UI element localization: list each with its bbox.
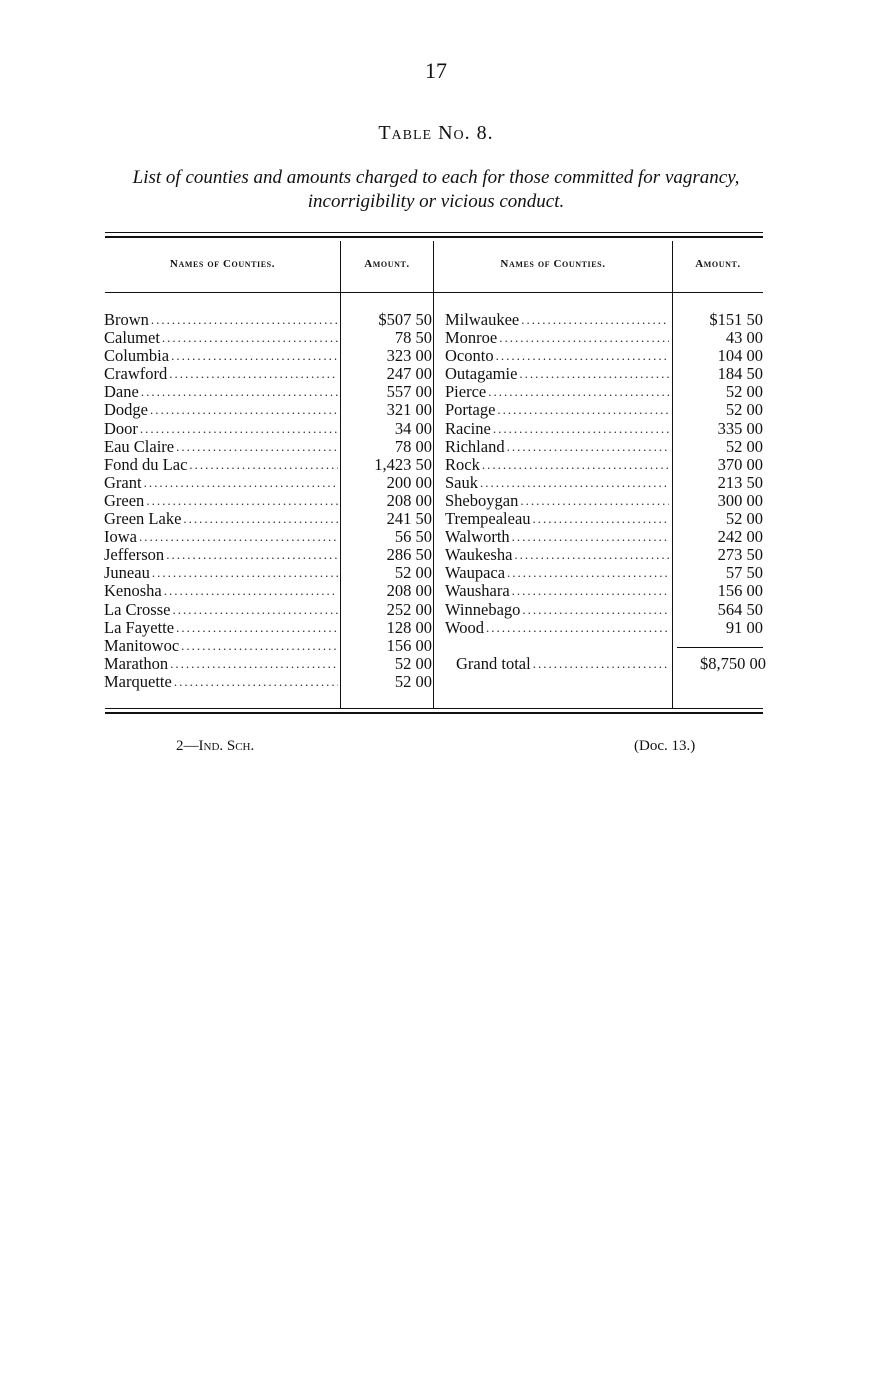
- footer-signature: [176, 738, 254, 755]
- left-county-list: [104, 311, 436, 691]
- total-rule: [677, 647, 763, 648]
- county-amount: 208 00: [386, 581, 432, 601]
- county-name: Pierce: [445, 383, 487, 402]
- header-right-names: Names of Counties.: [500, 258, 606, 270]
- county-amount: 273 50: [717, 545, 763, 565]
- footer-doc-number: (Doc. 13.): [634, 738, 696, 754]
- dot-leader: [141, 383, 338, 401]
- dot-leader: [152, 564, 338, 582]
- county-name: Marathon: [104, 654, 169, 673]
- grand-total-row: [456, 655, 766, 673]
- county-amount: 52 00: [725, 382, 763, 402]
- bottom-double-rule: [105, 708, 763, 714]
- table-row: [445, 329, 767, 347]
- table-row: [445, 383, 767, 401]
- county-name: Door: [104, 419, 138, 438]
- county-amount: 321 00: [386, 400, 432, 420]
- table-row: [104, 383, 436, 401]
- table-row: [445, 528, 767, 546]
- county-amount: 34 00: [394, 418, 432, 438]
- county-amount: 52 00: [394, 671, 432, 691]
- county-amount: 557 00: [386, 382, 432, 402]
- county-amount: 156 00: [386, 635, 432, 655]
- county-name: Green Lake: [104, 510, 182, 529]
- table-row: [104, 420, 436, 438]
- grand-total-label: Grand total: [456, 655, 531, 673]
- dot-leader: [183, 510, 338, 528]
- county-amount: 52 00: [725, 400, 763, 420]
- county-name: Green: [104, 491, 145, 510]
- county-name: Dodge: [104, 401, 148, 420]
- county-name: Columbia: [104, 347, 170, 366]
- table-row: [445, 438, 767, 456]
- dot-leader: [150, 401, 338, 419]
- county-name: Portage: [445, 401, 496, 420]
- county-name: Waukesha: [445, 546, 513, 565]
- table-row: [104, 510, 436, 528]
- dot-leader: [166, 546, 338, 564]
- dot-leader: [507, 438, 669, 456]
- dot-leader: [176, 438, 338, 456]
- county-name: Waupaca: [445, 564, 506, 583]
- county-amount: 1,423 50: [374, 454, 432, 474]
- county-amount: 52 00: [725, 436, 763, 456]
- table-row: [445, 492, 767, 510]
- county-amount: 241 50: [386, 509, 432, 529]
- dot-leader: [488, 383, 669, 401]
- county-amount: 252 00: [386, 599, 432, 619]
- county-name: Waushara: [445, 582, 510, 601]
- county-name: Rock: [445, 455, 480, 474]
- county-name: Fond du Lac: [104, 455, 188, 474]
- table-caption: List of counties and amounts charged to each for those committed for vagrancy, incorrigibility or vicious conduct.: [132, 167, 740, 212]
- table-row: [445, 365, 767, 383]
- dot-leader: [151, 311, 338, 329]
- table-row: [104, 637, 436, 655]
- county-name: Grant: [104, 473, 142, 492]
- dot-leader: [170, 655, 338, 673]
- dot-leader: [146, 492, 338, 510]
- county-amount: 208 00: [386, 490, 432, 510]
- footer-signature-prefix: 2—: [176, 738, 199, 754]
- dot-leader: [162, 329, 338, 347]
- county-amount: 52 00: [394, 653, 432, 673]
- dot-leader: [499, 329, 669, 347]
- county-name: Outagamie: [445, 365, 518, 384]
- dot-leader: [482, 456, 669, 474]
- table-row: [104, 474, 436, 492]
- county-name: Trempealeau: [445, 510, 531, 529]
- county-amount: 242 00: [717, 527, 763, 547]
- dot-leader: [172, 601, 338, 619]
- dot-leader: [171, 347, 338, 365]
- county-name: Marquette: [104, 672, 172, 691]
- dot-leader: [169, 365, 338, 383]
- header-right-amount: Amount.: [695, 258, 741, 270]
- county-name: Monroe: [445, 329, 498, 348]
- table-row: [104, 347, 436, 365]
- dot-leader: [140, 420, 338, 438]
- county-name: Racine: [445, 419, 491, 438]
- table-row: [104, 546, 436, 564]
- dot-leader: [520, 492, 669, 510]
- table-row: [445, 401, 767, 419]
- county-amount: $151 50: [709, 310, 763, 329]
- table-row: [104, 673, 436, 691]
- county-amount: $507 50: [378, 310, 432, 329]
- county-name: Wood: [445, 618, 485, 637]
- table-row: [445, 510, 767, 528]
- dot-leader: [497, 401, 669, 419]
- county-name: Calumet: [104, 329, 160, 348]
- county-amount: 300 00: [717, 490, 763, 510]
- top-double-rule: [105, 232, 763, 238]
- table-row: [104, 401, 436, 419]
- table-row: [104, 311, 436, 329]
- table-row: [104, 564, 436, 582]
- dot-leader: [496, 347, 669, 365]
- dot-leader: [139, 528, 338, 546]
- dot-leader: [480, 474, 669, 492]
- county-amount: 128 00: [386, 617, 432, 637]
- county-amount: 370 00: [717, 454, 763, 474]
- table-row: [104, 528, 436, 546]
- county-name: Manitowoc: [104, 636, 180, 655]
- header-left-amount: Amount.: [364, 258, 410, 270]
- county-name: Jefferson: [104, 546, 165, 565]
- dot-leader: [533, 655, 670, 673]
- dot-leader: [493, 420, 669, 438]
- dot-leader: [512, 528, 669, 546]
- table-row: [445, 420, 767, 438]
- county-name: Walworth: [445, 528, 510, 547]
- dot-leader: [181, 637, 338, 655]
- county-amount: 184 50: [717, 364, 763, 384]
- county-amount: 78 00: [394, 436, 432, 456]
- table-row: [445, 311, 767, 329]
- table-row: [445, 546, 767, 564]
- county-name: Kenosha: [104, 582, 162, 601]
- dot-leader: [174, 673, 338, 691]
- county-name: Milwaukee: [445, 311, 520, 329]
- county-amount: 156 00: [717, 581, 763, 601]
- table-row: [445, 619, 767, 637]
- county-name: Iowa: [104, 528, 137, 547]
- county-name: Winnebago: [445, 600, 521, 619]
- dot-leader: [164, 582, 338, 600]
- county-amount: 286 50: [386, 545, 432, 565]
- county-name: La Crosse: [104, 600, 171, 619]
- county-name: La Fayette: [104, 618, 175, 637]
- table-row: [104, 601, 436, 619]
- county-name: Richland: [445, 437, 505, 456]
- table-row: [445, 456, 767, 474]
- county-name: Sheboygan: [445, 491, 519, 510]
- county-name: Sauk: [445, 473, 478, 492]
- table-row: [445, 601, 767, 619]
- dot-leader: [521, 311, 669, 329]
- county-amount: 43 00: [725, 328, 763, 348]
- county-amount: 200 00: [386, 472, 432, 492]
- footer-signature-abbrev: Ind. Sch.: [198, 738, 255, 754]
- header-left-names: Names of Counties.: [169, 258, 276, 270]
- county-amount: 335 00: [717, 418, 763, 438]
- county-amount: 57 50: [725, 563, 763, 583]
- county-name: Brown: [104, 311, 149, 329]
- county-name: Oconto: [445, 347, 494, 366]
- dot-leader: [522, 601, 669, 619]
- page-number: 17: [425, 58, 447, 83]
- right-county-list: [445, 311, 767, 637]
- county-amount: 247 00: [386, 364, 432, 384]
- county-amount: 52 00: [394, 563, 432, 583]
- county-amount: 52 00: [725, 509, 763, 529]
- dot-leader: [514, 546, 669, 564]
- table-row: [445, 347, 767, 365]
- county-amount: 78 50: [394, 328, 432, 348]
- county-name: Juneau: [104, 564, 150, 583]
- table-row: [104, 492, 436, 510]
- table-row: [104, 365, 436, 383]
- dot-leader: [512, 582, 669, 600]
- table-row: [104, 582, 436, 600]
- county-amount: 323 00: [386, 346, 432, 366]
- county-amount: 564 50: [717, 599, 763, 619]
- dot-leader: [507, 564, 669, 582]
- dot-leader: [144, 474, 338, 492]
- table-row: [104, 329, 436, 347]
- dot-leader: [176, 619, 338, 637]
- table-row: [104, 619, 436, 637]
- dot-leader: [519, 365, 669, 383]
- dot-leader: [533, 510, 669, 528]
- county-name: Crawford: [104, 365, 168, 384]
- grand-total-amount: $8,750 00: [700, 654, 766, 673]
- table-row: [104, 438, 436, 456]
- county-amount: 56 50: [394, 527, 432, 547]
- county-amount: 213 50: [717, 472, 763, 492]
- table-row: [445, 582, 767, 600]
- county-name: Eau Claire: [104, 437, 175, 456]
- header-bottom-rule: [105, 292, 763, 293]
- county-amount: 91 00: [725, 617, 763, 637]
- table-row: [445, 564, 767, 582]
- county-name: Dane: [104, 383, 139, 402]
- table-row: [104, 655, 436, 673]
- dot-leader: [486, 619, 669, 637]
- county-amount: 104 00: [717, 346, 763, 366]
- table-row: [104, 456, 436, 474]
- table-row: [445, 474, 767, 492]
- table-title: Table No. 8.: [378, 122, 494, 144]
- dot-leader: [189, 456, 338, 474]
